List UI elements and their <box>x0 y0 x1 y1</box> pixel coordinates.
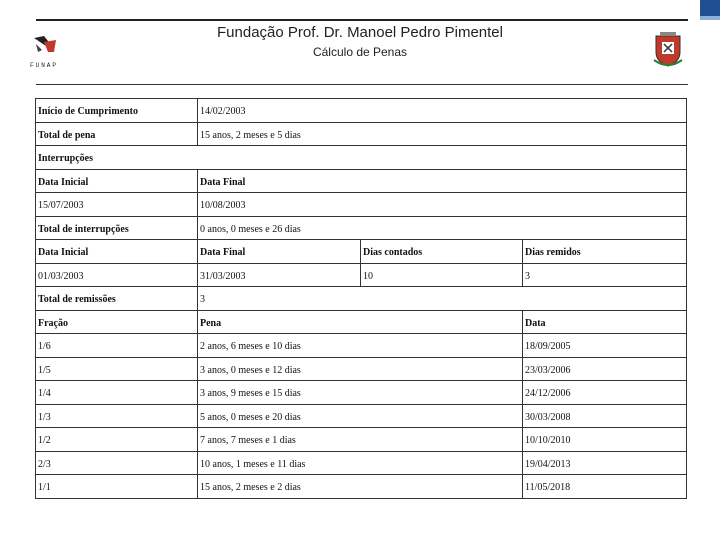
total-interrupcoes-value: 0 anos, 0 meses e 26 dias <box>198 216 687 240</box>
fraction-row <box>36 334 687 358</box>
date-cell: 18/09/2005 <box>523 334 687 358</box>
fraction-cell: 1/3 <box>36 404 198 428</box>
header-separator <box>36 84 688 85</box>
fraction-row <box>36 357 687 381</box>
date-cell: 24/12/2006 <box>523 381 687 405</box>
table-row <box>36 287 687 311</box>
date-cell: 11/05/2018 <box>523 475 687 499</box>
fraction-cell: 1/6 <box>36 334 198 358</box>
fraction-row <box>36 428 687 452</box>
pena-cell: 15 anos, 2 meses e 2 dias <box>198 475 523 499</box>
penalty-calculation-table <box>35 98 687 499</box>
total-remissoes-value: 3 <box>198 287 687 311</box>
date-cell: 23/03/2006 <box>523 357 687 381</box>
int-data-final-label: Data Final <box>198 169 687 193</box>
fraction-row <box>36 381 687 405</box>
fraction-cell: 1/2 <box>36 428 198 452</box>
fraction-cell: 2/3 <box>36 451 198 475</box>
dias-remidos-label: Dias remidos <box>523 240 687 264</box>
table-row <box>36 310 687 334</box>
table-row <box>36 216 687 240</box>
total-interrupcoes-label: Total de interrupções <box>36 216 198 240</box>
pena-header: Pena <box>198 310 523 334</box>
date-cell: 19/04/2013 <box>523 451 687 475</box>
total-pena-label: Total de pena <box>36 122 198 146</box>
rem-data-final: 31/03/2003 <box>198 263 361 287</box>
rem-data-inicial: 01/03/2003 <box>36 263 198 287</box>
fracao-header: Fração <box>36 310 198 334</box>
table-row <box>36 263 687 287</box>
inicio-label: Início de Cumprimento <box>36 99 198 123</box>
corner-decoration <box>700 0 720 16</box>
corner-decoration-light <box>700 16 720 20</box>
int-data-final: 10/08/2003 <box>198 193 687 217</box>
pena-cell: 3 anos, 0 meses e 12 dias <box>198 357 523 381</box>
fraction-rows <box>36 334 687 499</box>
fraction-row <box>36 451 687 475</box>
interrupcoes-heading: Interrupções <box>36 146 687 170</box>
total-pena-value: 15 anos, 2 meses e 5 dias <box>198 122 687 146</box>
table-row <box>36 193 687 217</box>
funap-logo-text: FUNAP <box>30 62 59 69</box>
pena-cell: 10 anos, 1 meses e 11 dias <box>198 451 523 475</box>
table-row <box>36 99 687 123</box>
inicio-value: 14/02/2003 <box>198 99 687 123</box>
data-header: Data <box>523 310 687 334</box>
page-title: Fundação Prof. Dr. Manoel Pedro Pimentel <box>217 24 503 41</box>
fraction-row <box>36 475 687 499</box>
pena-cell: 5 anos, 0 meses e 20 dias <box>198 404 523 428</box>
table-row <box>36 122 687 146</box>
table-row <box>36 240 687 264</box>
rem-data-inicial-label: Data Inicial <box>36 240 198 264</box>
table-row <box>36 169 687 193</box>
pena-cell: 7 anos, 7 meses e 1 dias <box>198 428 523 452</box>
dias-contados-label: Dias contados <box>361 240 523 264</box>
dias-contados: 10 <box>361 263 523 287</box>
pena-cell: 2 anos, 6 meses e 10 dias <box>198 334 523 358</box>
table-row <box>36 146 687 170</box>
rem-data-final-label: Data Final <box>198 240 361 264</box>
total-remissoes-label: Total de remissões <box>36 287 198 311</box>
fraction-cell: 1/5 <box>36 357 198 381</box>
date-cell: 30/03/2008 <box>523 404 687 428</box>
dias-remidos: 3 <box>523 263 687 287</box>
fraction-row <box>36 404 687 428</box>
page-subtitle: Cálculo de Penas <box>312 45 408 59</box>
date-cell: 10/10/2010 <box>523 428 687 452</box>
fraction-cell: 1/1 <box>36 475 198 499</box>
pena-cell: 3 anos, 9 meses e 15 dias <box>198 381 523 405</box>
fraction-cell: 1/4 <box>36 381 198 405</box>
int-data-inicial: 15/07/2003 <box>36 193 198 217</box>
header-rule <box>36 19 688 21</box>
int-data-inicial-label: Data Inicial <box>36 169 198 193</box>
